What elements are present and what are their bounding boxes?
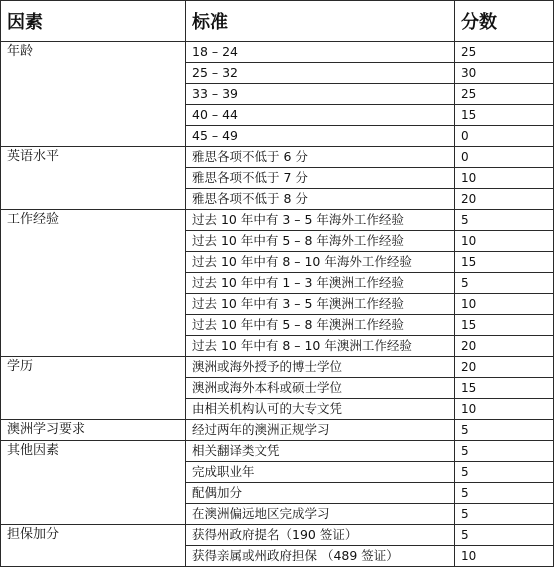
table-body — [1, 42, 554, 567]
score-cell: 5 — [455, 483, 554, 504]
criteria-cell: 完成职业年 — [186, 462, 455, 483]
factor-cell: 英语水平 — [1, 147, 186, 210]
score-cell: 20 — [455, 336, 554, 357]
criteria-cell: 澳洲或海外授予的博士学位 — [186, 357, 455, 378]
factor-cell: 学历 — [1, 357, 186, 420]
table-row — [1, 525, 554, 546]
criteria-cell: 过去 10 年中有 5 – 8 年澳洲工作经验 — [186, 315, 455, 336]
criteria-cell: 过去 10 年中有 5 – 8 年海外工作经验 — [186, 231, 455, 252]
criteria-cell: 在澳洲偏远地区完成学习 — [186, 504, 455, 525]
header-row — [1, 1, 554, 42]
criteria-cell: 40 – 44 — [186, 105, 455, 126]
criteria-cell: 获得州政府提名（190 签证） — [186, 525, 455, 546]
score-cell: 20 — [455, 357, 554, 378]
score-cell: 15 — [455, 252, 554, 273]
score-cell: 15 — [455, 378, 554, 399]
criteria-cell: 33 – 39 — [186, 84, 455, 105]
criteria-cell: 过去 10 年中有 8 – 10 年海外工作经验 — [186, 252, 455, 273]
factor-cell: 年龄 — [1, 42, 186, 147]
criteria-cell: 过去 10 年中有 1 – 3 年澳洲工作经验 — [186, 273, 455, 294]
table-row — [1, 42, 554, 63]
criteria-cell: 经过两年的澳洲正规学习 — [186, 420, 455, 441]
score-cell: 5 — [455, 504, 554, 525]
criteria-cell: 雅思各项不低于 6 分 — [186, 147, 455, 168]
criteria-cell: 过去 10 年中有 3 – 5 年澳洲工作经验 — [186, 294, 455, 315]
table-row — [1, 147, 554, 168]
score-cell: 10 — [455, 168, 554, 189]
factor-cell: 澳洲学习要求 — [1, 420, 186, 441]
score-cell: 10 — [455, 546, 554, 567]
score-cell: 5 — [455, 210, 554, 231]
criteria-cell: 相关翻译类文凭 — [186, 441, 455, 462]
table-row — [1, 441, 554, 462]
score-cell: 5 — [455, 441, 554, 462]
criteria-cell: 过去 10 年中有 3 – 5 年海外工作经验 — [186, 210, 455, 231]
criteria-cell: 雅思各项不低于 8 分 — [186, 189, 455, 210]
score-cell: 10 — [455, 294, 554, 315]
score-cell: 5 — [455, 273, 554, 294]
score-cell: 5 — [455, 462, 554, 483]
score-cell: 20 — [455, 189, 554, 210]
score-cell: 30 — [455, 63, 554, 84]
table-row — [1, 210, 554, 231]
criteria-cell: 过去 10 年中有 8 – 10 年澳洲工作经验 — [186, 336, 455, 357]
score-cell: 25 — [455, 42, 554, 63]
criteria-cell: 18 – 24 — [186, 42, 455, 63]
score-cell: 0 — [455, 147, 554, 168]
score-cell: 15 — [455, 105, 554, 126]
score-cell: 0 — [455, 126, 554, 147]
score-header: 分数 — [455, 1, 554, 42]
score-cell: 25 — [455, 84, 554, 105]
criteria-cell: 雅思各项不低于 7 分 — [186, 168, 455, 189]
factor-header: 因素 — [1, 1, 186, 42]
criteria-cell: 25 – 32 — [186, 63, 455, 84]
criteria-cell: 配偶加分 — [186, 483, 455, 504]
criteria-cell: 获得亲属或州政府担保 （489 签证） — [186, 546, 455, 567]
score-cell: 10 — [455, 231, 554, 252]
factor-cell: 担保加分 — [1, 525, 186, 567]
score-cell: 10 — [455, 399, 554, 420]
score-cell: 5 — [455, 525, 554, 546]
criteria-cell: 45 – 49 — [186, 126, 455, 147]
table-row — [1, 420, 554, 441]
table-row — [1, 357, 554, 378]
score-cell: 15 — [455, 315, 554, 336]
criteria-cell: 澳洲或海外本科或硕士学位 — [186, 378, 455, 399]
criteria-cell: 由相关机构认可的大专文凭 — [186, 399, 455, 420]
score-cell: 5 — [455, 420, 554, 441]
criteria-header: 标准 — [186, 1, 455, 42]
factor-cell: 其他因素 — [1, 441, 186, 525]
factor-cell: 工作经验 — [1, 210, 186, 357]
